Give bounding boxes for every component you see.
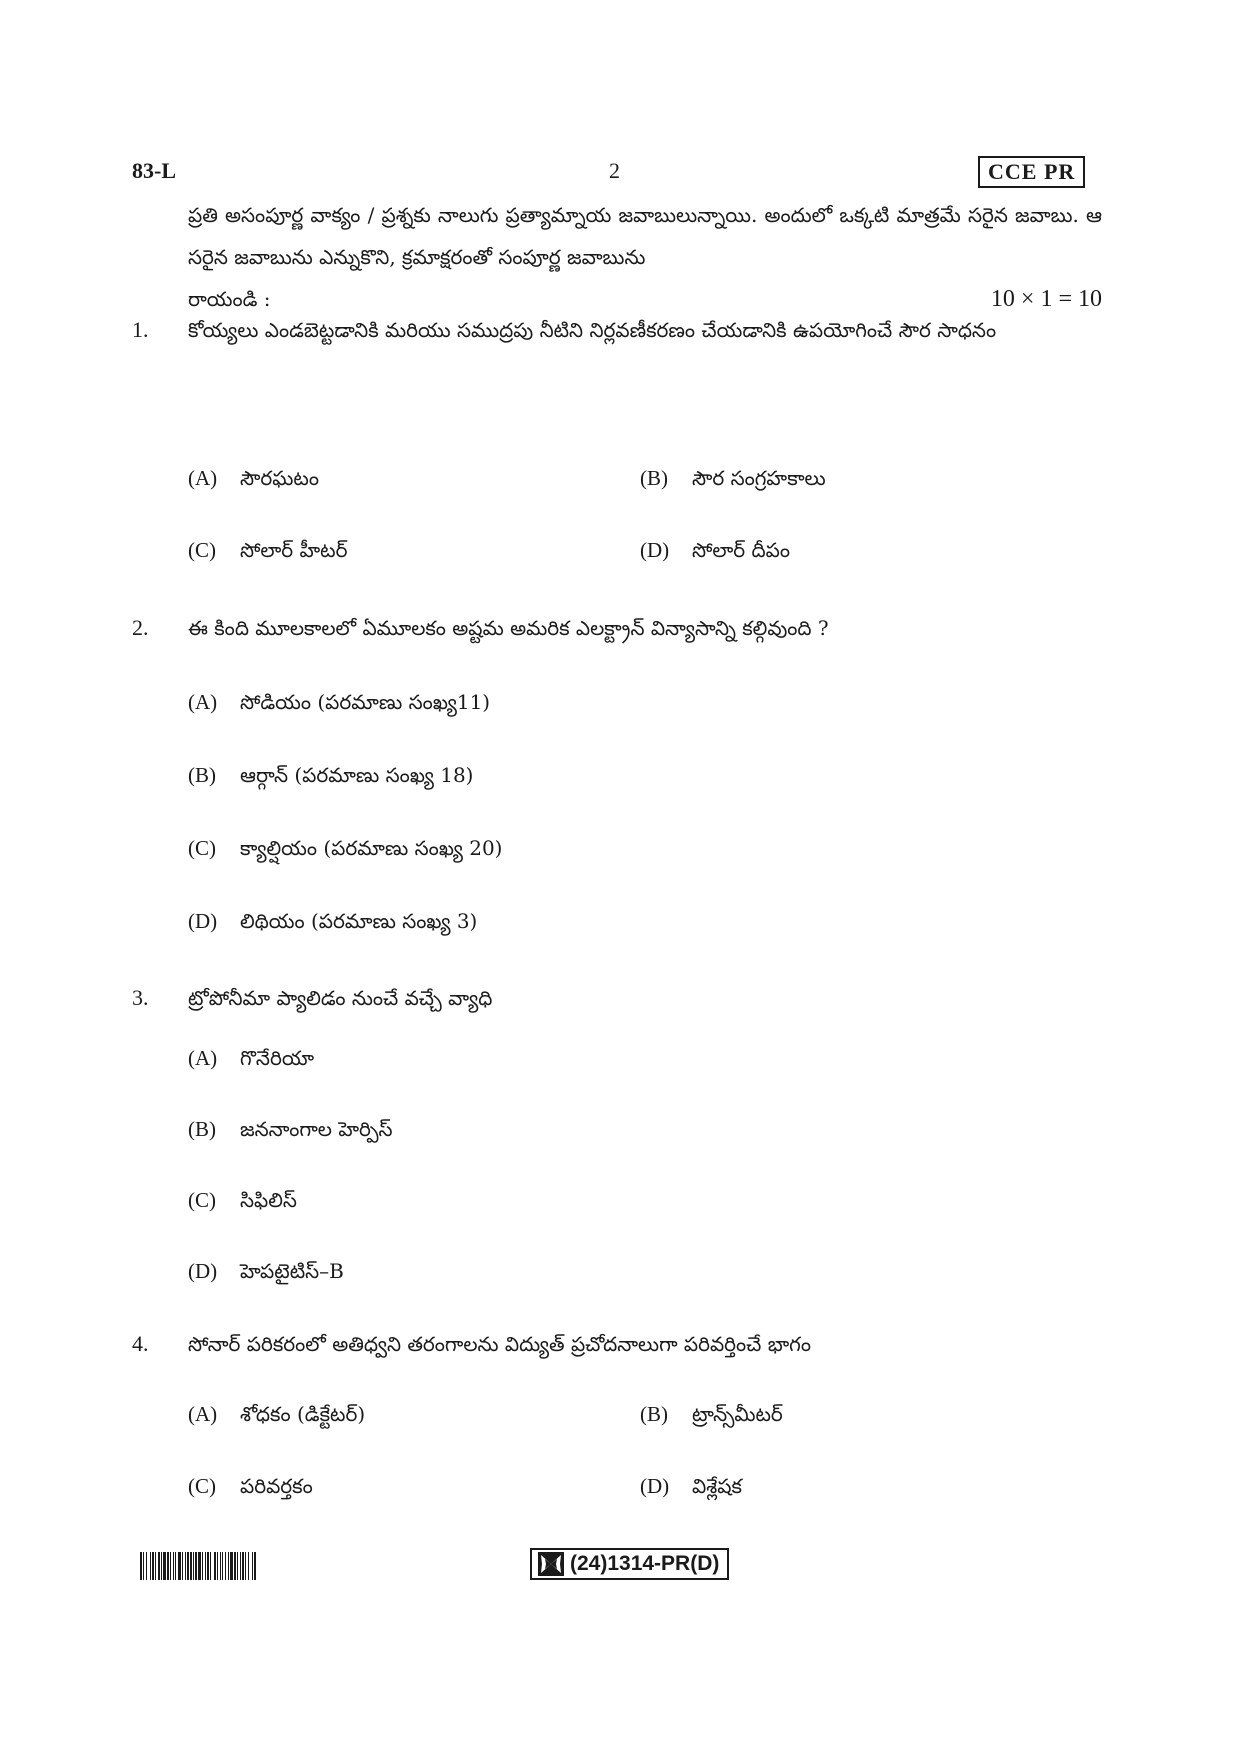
option-text: సోలార్ దీపం bbox=[692, 538, 790, 562]
q4-option-a bbox=[188, 1402, 365, 1431]
option-text: సోలార్ హీటర్ bbox=[240, 538, 348, 562]
question-number: 4. bbox=[132, 1331, 149, 1356]
q1-option-c bbox=[188, 538, 347, 567]
paper-code-footer bbox=[530, 1548, 729, 1580]
q1-option-b bbox=[640, 466, 826, 495]
option-text: లిథియం (పరమాణు సంఖ్య 3) bbox=[240, 909, 478, 933]
option-label: (B) bbox=[188, 763, 216, 787]
q4-option-c bbox=[188, 1474, 313, 1503]
paper-code-text: (24)1314-PR(D) bbox=[570, 1552, 720, 1575]
barcode-bar bbox=[256, 1552, 257, 1580]
option-text: ఆర్గాన్ (పరమాణు సంఖ్య 18) bbox=[240, 763, 474, 787]
question-text: సోనార్ పరికరంలో అతిధ్వని తరంగాలను విద్యుత్ ప్రచోదనాలుగా పరివర్తించే భాగం bbox=[188, 1332, 811, 1356]
option-text: శోధకం (డిక్టేటర్) bbox=[240, 1402, 366, 1426]
question-number: 3. bbox=[132, 985, 149, 1010]
option-text: హెపటైటిస్–B bbox=[240, 1259, 344, 1283]
question-text: ట్రోపోనీమా ప్యాలిడం నుంచే వచ్చే వ్యాధి bbox=[188, 986, 493, 1010]
option-label: (A) bbox=[188, 1046, 218, 1070]
barcode bbox=[140, 1552, 372, 1580]
option-text: గొనేరియా bbox=[240, 1046, 314, 1070]
option-label: (A) bbox=[188, 1402, 218, 1426]
page-number: 2 bbox=[609, 158, 620, 183]
question-text: కోయ్యలు ఎండబెట్టడానికి మరియు సముద్రపు నీటిని నిర్లవణీకరణం చేయడానికి ఉపయోగించే సౌర సాధనం bbox=[188, 318, 997, 342]
question-1 bbox=[132, 306, 1102, 354]
option-label: (D) bbox=[640, 538, 670, 562]
marks-allocation: 10 × 1 = 10 bbox=[990, 286, 1102, 312]
q3-option-b bbox=[188, 1117, 393, 1146]
option-text: పరివర్తకం bbox=[240, 1474, 313, 1498]
option-text: సౌరఘటం bbox=[240, 466, 319, 490]
option-label: (D) bbox=[188, 1259, 218, 1283]
option-text: విశ్లేషక bbox=[692, 1474, 742, 1498]
question-text: ఈ కింది మూలకాలలో ఏమూలకం అష్టమ అమరిక ఎలక్ట్రాన్ విన్యాసాన్ని కల్గివుంది ? bbox=[188, 616, 829, 640]
question-2 bbox=[132, 604, 1102, 652]
q3-option-c bbox=[188, 1188, 297, 1217]
instructions-text-end: రాయండి : bbox=[188, 287, 271, 311]
option-label: (B) bbox=[640, 466, 668, 490]
q3-option-d bbox=[188, 1259, 344, 1288]
q4-option-b bbox=[640, 1402, 783, 1431]
option-text: సౌర సంగ్రహకాలు bbox=[692, 466, 826, 490]
question-4 bbox=[132, 1320, 1102, 1368]
option-label: (D) bbox=[188, 909, 218, 933]
option-label: (C) bbox=[188, 538, 216, 562]
option-text: క్యాల్షియం (పరమాణు సంఖ్య 20) bbox=[240, 836, 503, 860]
q2-option-d bbox=[188, 909, 477, 938]
option-label: (D) bbox=[640, 1474, 670, 1498]
option-label: (C) bbox=[188, 1474, 216, 1498]
q2-option-a bbox=[188, 690, 490, 719]
paper-code-header: 83-L bbox=[132, 158, 176, 183]
question-3 bbox=[132, 974, 1102, 1022]
instructions-text: ప్రతి అసంపూర్ణ వాక్యం / ప్రశ్నకు నాలుగు ప్రత్యామ్నాయ జవాబులున్నాయి. అందులో ఒక్కటి మాత్రమే సరైన జవాబు. ఆ సరైన జవాబును ఎన్నుకొని, క్రమాక్షరంతో సంపూర్ణ జవాబును bbox=[188, 203, 1102, 269]
q4-option-d bbox=[640, 1474, 742, 1503]
option-label: (C) bbox=[188, 836, 216, 860]
option-label: (B) bbox=[640, 1402, 668, 1426]
question-number: 1. bbox=[132, 317, 149, 342]
question-number: 2. bbox=[132, 615, 149, 640]
q2-option-b bbox=[188, 763, 473, 792]
option-text: జననాంగాల హెర్పిస్ bbox=[240, 1117, 393, 1141]
instructions bbox=[188, 194, 1102, 320]
q1-option-d bbox=[640, 538, 790, 567]
option-label: (A) bbox=[188, 690, 218, 714]
q1-option-a bbox=[188, 466, 319, 495]
butterfly-icon bbox=[538, 1552, 564, 1576]
option-label: (C) bbox=[188, 1188, 216, 1212]
q3-option-a bbox=[188, 1046, 314, 1075]
option-label: (B) bbox=[188, 1117, 216, 1141]
option-label: (A) bbox=[188, 466, 218, 490]
option-text: ట్రాన్స్‌మీటర్ bbox=[692, 1402, 783, 1426]
option-text: సోడియం (పరమాణు సంఖ్య11) bbox=[240, 690, 491, 714]
cce-pr-box: CCE PR bbox=[978, 156, 1085, 188]
option-text: సిఫిలిస్ bbox=[240, 1188, 297, 1212]
q2-option-c bbox=[188, 836, 502, 865]
